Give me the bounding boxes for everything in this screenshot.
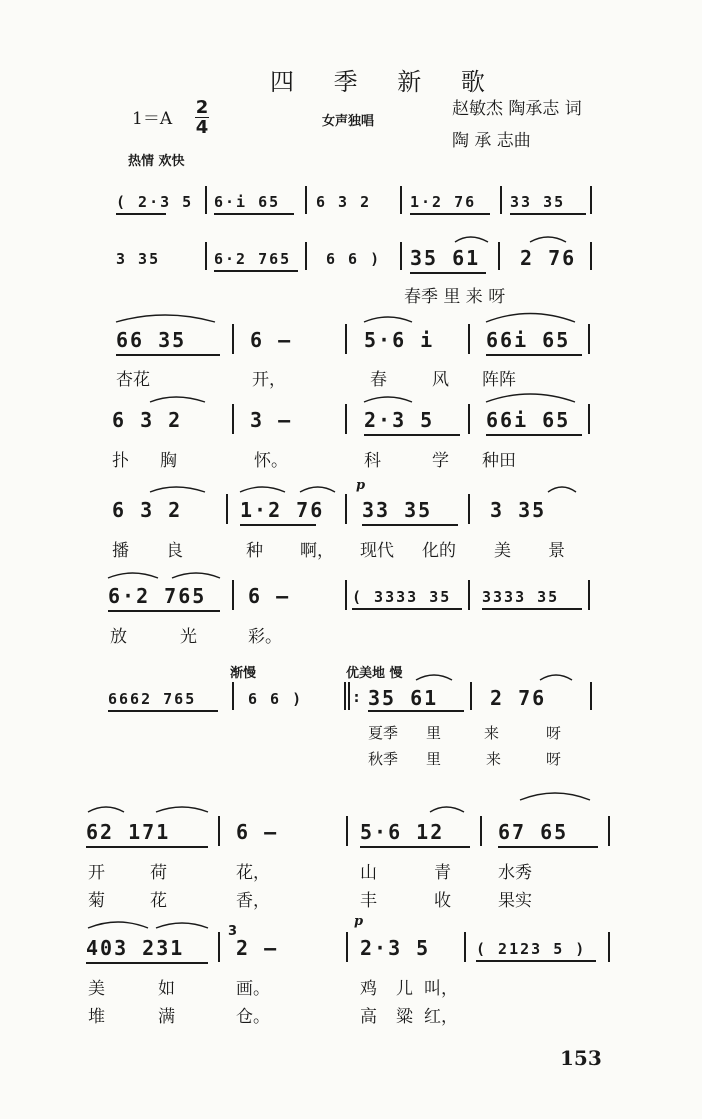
lyric: 红， (424, 1007, 458, 1027)
lyric: 怀。 (254, 451, 288, 471)
slur (486, 394, 575, 402)
lyric: 高 (360, 1007, 377, 1027)
lyric: 儿 (396, 979, 413, 999)
slur (364, 317, 412, 322)
slur (172, 573, 220, 578)
measure: 33 35 (510, 193, 566, 211)
lyric: 水秀 (498, 863, 532, 883)
measure: 35 61 (410, 246, 481, 270)
slur (548, 487, 576, 492)
lyric: 彩。 (248, 627, 282, 647)
dynamic-mark: p (354, 914, 364, 929)
tempo-marking: 热情 欢快 (128, 154, 185, 169)
lyric: 科 (364, 451, 381, 471)
slur (88, 922, 148, 928)
measure: 6 — (248, 584, 291, 608)
measure: 6 — (250, 328, 293, 352)
measure: 62 171 (86, 820, 171, 844)
lyric: 春 (370, 370, 387, 390)
lyric: 化的 (422, 541, 456, 561)
meter-bottom: 4 (195, 117, 209, 138)
meter-top: 2 (195, 97, 209, 118)
lyric: 现代 (360, 541, 394, 561)
measure: 3 35 (116, 250, 161, 268)
dynamic-mark: p (356, 478, 366, 493)
measure: 5·6 12 (360, 820, 445, 844)
measure: 6 6 ) (248, 690, 304, 708)
measure: 6662 765 (108, 690, 197, 708)
lyric: 放 (110, 627, 127, 647)
slur (364, 397, 412, 402)
slur (520, 793, 590, 800)
measure: 35 61 (368, 686, 439, 710)
measure: 33 35 (362, 498, 433, 522)
slur (88, 807, 124, 812)
lyric: 丰 (360, 891, 377, 911)
lyricist-credit: 赵敏杰 陶承志 词 (452, 99, 582, 119)
lyric: 景 (548, 541, 565, 561)
lyric: 来 (486, 750, 502, 768)
measure: 3333 35 (482, 588, 560, 606)
key-signature: 1＝A (132, 109, 173, 129)
lyric: 呀 (546, 750, 562, 768)
slur (156, 807, 208, 812)
measure: 2 — (236, 936, 279, 960)
measure: 6 6 ) (326, 250, 382, 268)
lyric: 学 (432, 451, 449, 471)
slur (300, 487, 335, 492)
lyric: 风 (432, 370, 449, 390)
lyric: 画。 (236, 979, 270, 999)
measure: 6 3 2 (316, 193, 372, 211)
slur (455, 237, 488, 242)
slur (150, 397, 205, 402)
measure: 66i 65 (486, 408, 571, 432)
slur (486, 314, 575, 323)
lyric: 仓。 (236, 1007, 270, 1027)
lyric: 美 (88, 979, 105, 999)
measure: 6 — (236, 820, 279, 844)
lyric: 来 (484, 724, 500, 742)
measure: 3 35 (490, 498, 547, 522)
lyric: 荷 (150, 863, 167, 883)
lyric: 满 (158, 1007, 175, 1027)
measure: 2 76 (490, 686, 547, 710)
lyric: 青 (434, 863, 451, 883)
measure: 1·2 76 (410, 193, 477, 211)
lyric: 果实 (498, 891, 532, 911)
song-title: 四 季 新 歌 (270, 68, 501, 96)
lyric: 山 (360, 863, 377, 883)
lyric: 开 (88, 863, 105, 883)
lyric: 美 (494, 541, 511, 561)
measure: 6 3 2 (112, 498, 183, 522)
lyric: 里 (426, 750, 442, 768)
slur (150, 487, 205, 492)
measure: ( 2·3 5 (116, 193, 194, 211)
slur (540, 675, 572, 680)
slur (116, 315, 215, 322)
page-number: 153 (560, 1046, 602, 1070)
slur (430, 807, 464, 812)
lyric: 鸡 (360, 979, 377, 999)
measure: 403 231 (86, 936, 185, 960)
lyric: 花 (150, 891, 167, 911)
measure: 6·2 765 (214, 250, 292, 268)
repeat-dots: : (352, 688, 364, 706)
measure: ( 3333 35 (352, 588, 452, 606)
lyric: 粱 (396, 1007, 413, 1027)
measure: 2 76 (520, 246, 577, 270)
lyric: 杏花 (116, 370, 150, 390)
lyric: 秋季 (368, 750, 399, 768)
slur (416, 675, 452, 680)
lyric: 菊 (88, 891, 105, 911)
lyric: 光 (180, 627, 197, 647)
lyric: 花， (236, 863, 270, 883)
lyric: 里 (426, 724, 442, 742)
lyric: 夏季 (368, 724, 399, 742)
lyric: 良 (166, 541, 183, 561)
lyric: 收 (434, 891, 451, 911)
measure: 6 3 2 (112, 408, 183, 432)
lyric: 叫， (424, 979, 458, 999)
slur (530, 237, 566, 242)
measure: 5·6 i (364, 328, 435, 352)
lyric: 香， (236, 891, 270, 911)
lyric: 呀 (546, 724, 562, 742)
measure: 1·2 76 (240, 498, 325, 522)
lyric: 堆 (88, 1007, 105, 1027)
lyric: 阵阵 (482, 370, 516, 390)
measure: 2·3 5 (360, 936, 431, 960)
measure: 6·2 765 (108, 584, 207, 608)
measure: ( 2123 5 ) (476, 940, 587, 958)
measure: 66 35 (116, 328, 187, 352)
measure: 66i 65 (486, 328, 571, 352)
lyric-line: 春季 里 来 呀 (404, 287, 506, 307)
measure: 3 — (250, 408, 293, 432)
measure: 2·3 5 (364, 408, 435, 432)
slur (240, 487, 285, 492)
expression-mark: 优美地 慢 (346, 666, 403, 681)
measure: 67 65 (498, 820, 569, 844)
composer-credit: 陶 承 志曲 (452, 131, 531, 151)
lyric: 扑 (112, 451, 129, 471)
lyric: 种田 (482, 451, 516, 471)
lyric: 播 (112, 541, 129, 561)
measure: 6·i 65 (214, 193, 281, 211)
tempo-change: 渐慢 (230, 666, 257, 681)
lyric: 开， (252, 370, 286, 390)
lyric: 胸 (160, 451, 177, 471)
lyric: 如 (158, 979, 175, 999)
slur (156, 923, 208, 928)
performance-type: 女声独唱 (322, 114, 375, 129)
lyric: 啊， (300, 541, 334, 561)
grace-note-mark: 3 (228, 924, 238, 939)
slur (108, 573, 158, 578)
lyric: 种 (246, 541, 263, 561)
